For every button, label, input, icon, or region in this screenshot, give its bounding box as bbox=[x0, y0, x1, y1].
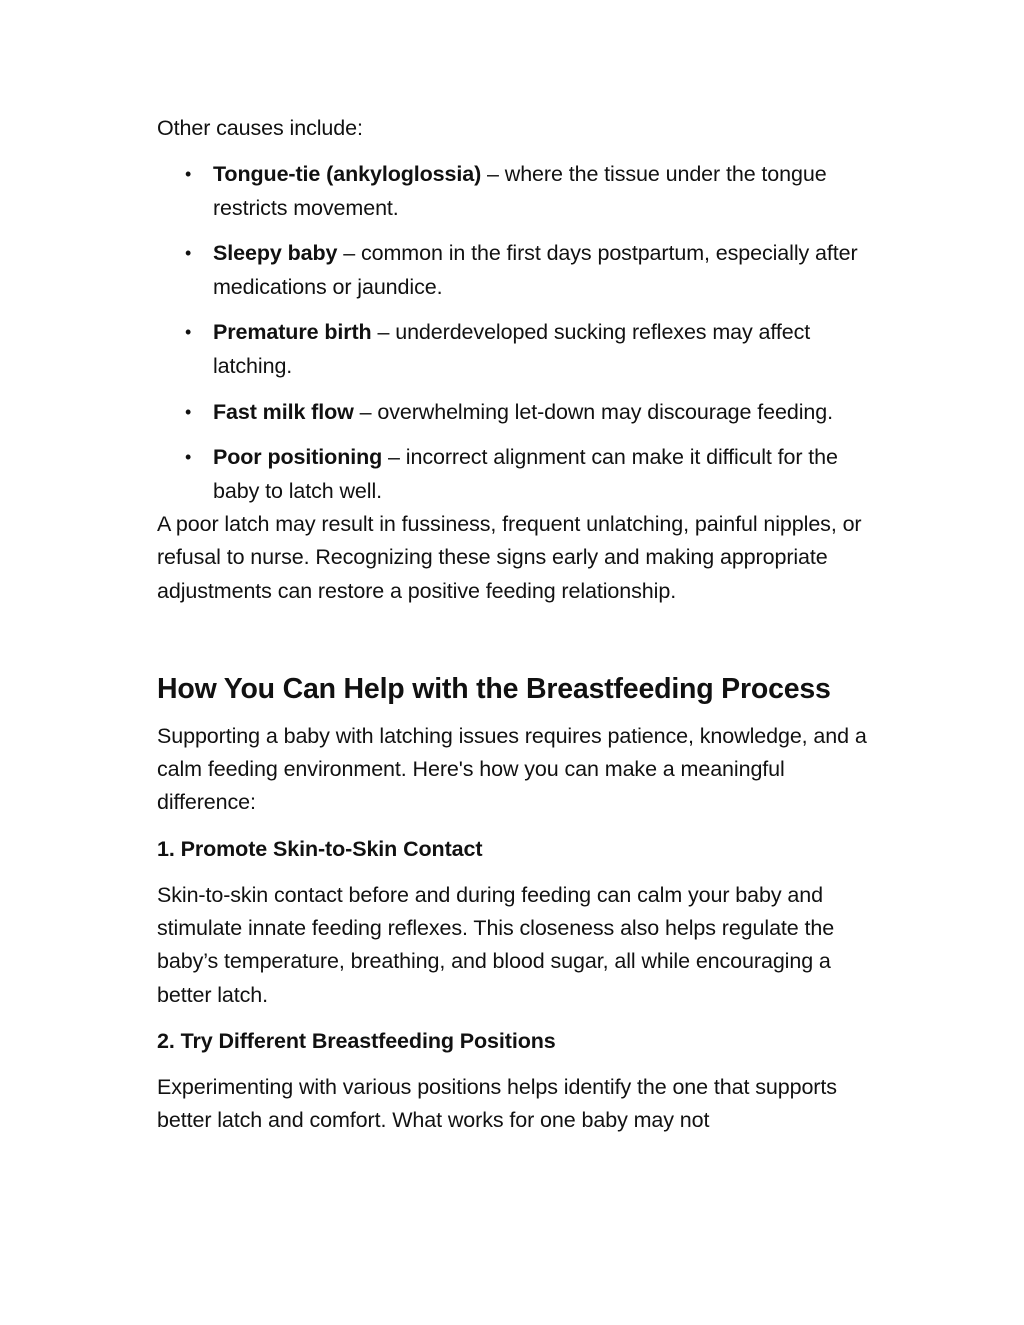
cause-term: Sleepy baby bbox=[213, 241, 338, 266]
section-lead-paragraph: Supporting a baby with latching issues requires patience, knowledge, and a calm feeding environment. Here's how you can make a meaningful difference: bbox=[157, 723, 867, 815]
subsection-heading-positions: 2. Try Different Breastfeeding Positions bbox=[157, 1028, 556, 1053]
section-heading: How You Can Help with the Breastfeeding Process bbox=[157, 672, 831, 705]
subsection-heading-skin-to-skin: 1. Promote Skin-to-Skin Contact bbox=[157, 836, 483, 861]
cause-term: Fast milk flow bbox=[213, 399, 354, 424]
cause-term: Premature birth bbox=[213, 320, 372, 345]
cause-description: – common in the first days postpartum, especially after medications or jaundice. bbox=[213, 241, 858, 299]
cause-term: Tongue-tie (ankyloglossia) bbox=[213, 162, 482, 187]
causes-list bbox=[157, 158, 869, 508]
cause-description: – incorrect alignment can make it difficult for the baby to latch well. bbox=[213, 445, 838, 503]
bullet-icon: • bbox=[185, 447, 192, 468]
cause-description: – overwhelming let-down may discourage feeding. bbox=[353, 399, 833, 424]
bullet-icon: • bbox=[185, 322, 192, 343]
bullet-icon: • bbox=[185, 243, 192, 264]
intro-text: Other causes include: bbox=[157, 116, 363, 140]
list-item bbox=[157, 441, 869, 508]
list-item bbox=[157, 237, 869, 304]
subsection-body-skin-to-skin: Skin-to-skin contact before and during feeding can calm your baby and stimulate innate feeding reflexes. This closeness also helps regulate the baby’s temperature, breathing, and blood sugar, all while encouraging a better latch. bbox=[157, 882, 835, 1007]
list-item bbox=[157, 396, 869, 429]
bullet-icon: • bbox=[185, 401, 192, 422]
poor-latch-paragraph: A poor latch may result in fussiness, frequent unlatching, painful nipples, or refusal to nurse. Recognizing these signs early and making appropriate adjustments can restore a positive feeding relationship. bbox=[157, 511, 862, 603]
bullet-icon: • bbox=[185, 164, 192, 185]
list-item bbox=[157, 158, 869, 225]
document-page bbox=[157, 112, 869, 1138]
list-item bbox=[157, 316, 869, 383]
cause-term: Poor positioning bbox=[213, 445, 383, 470]
cause-description: – where the tissue under the tongue restricts movement. bbox=[213, 162, 827, 220]
cause-description: – underdeveloped sucking reflexes may affect latching. bbox=[213, 320, 811, 378]
subsection-body-positions: Experimenting with various positions helps identify the one that supports better latch and comfort. What works for one baby may not bbox=[157, 1074, 837, 1133]
